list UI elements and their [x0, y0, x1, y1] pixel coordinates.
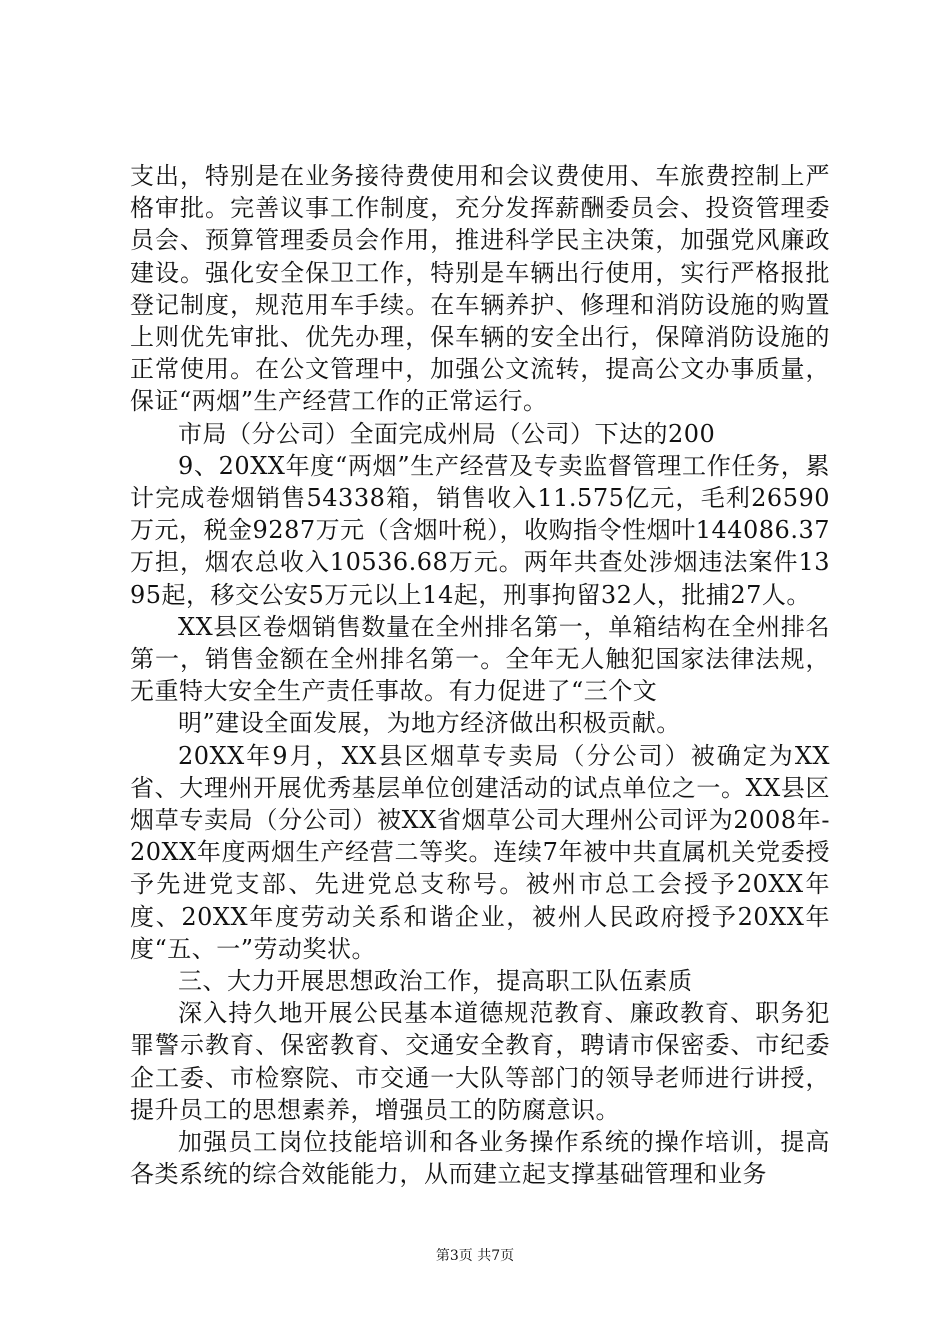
paragraph-8: 加强员工岗位技能培训和各业务操作系统的操作培训，提高各类系统的综合效能能力，从而建立起支撑基础管理和业务	[130, 1128, 830, 1189]
paragraph-3: 9、20XX年度“两烟”生产经营及专卖监督管理工作任务，累计完成卷烟销售54338箱，销售收入11.575亿元，毛利26590万元，税金9287万元（含烟叶税），收购指令性烟叶144086.37万担，烟农总收入10536.68万元。两年共查处涉烟违法案件1395起，移交公安5万元以上14起，刑事拘留32人，批捕27人。	[130, 451, 830, 609]
paragraph-2: 市局（分公司）全面完成州局（公司）下达的200	[178, 419, 716, 448]
page-number-footer: 第3页 共7页	[435, 1248, 515, 1264]
document-body	[130, 160, 830, 1191]
paragraph-7: 深入持久地开展公民基本道德规范教育、廉政教育、职务犯罪警示教育、保密教育、交通安全教育，聘请市保密委、市纪委企工委、市检察院、市交通一大队等部门的领导老师进行讲授，提升员工的思想素养，增强员工的防腐意识。	[130, 999, 830, 1124]
paragraph-6: 20XX年9月，XX县区烟草专卖局（分公司）被确定为XX省、大理州开展优秀基层单位创建活动的试点单位之一。XX县区烟草专卖局（分公司）被XX省烟草公司大理州公司评为2008年-20XX年度两烟生产经营二等奖。连续7年被中共直属机关党委授予先进党支部、先进党总支称号。被州市总工会授予20XX年度、20XX年度劳动关系和谐企业，被州人民政府授予20XX年度“五、一”劳动奖状。	[130, 741, 830, 963]
paragraph-5: 明”建设全面发展，为地方经济做出积极贡献。	[178, 709, 681, 738]
section-heading: 三、大力开展思想政治工作，提高职工队伍素质	[178, 967, 693, 996]
paragraph-4: XX县区卷烟销售数量在全州排名第一，单箱结构在全州排名第一，销售金额在全州排名第一。全年无人触犯国家法律法规，无重特大安全生产责任事故。有力促进了“三个文	[130, 612, 830, 706]
paragraph-1: 支出，特别是在业务接待费使用和会议费使用、车旅费控制上严格审批。完善议事工作制度，充分发挥薪酬委员会、投资管理委员会、预算管理委员会作用，推进科学民主决策，加强党风廉政建设。强化安全保卫工作，特别是车辆出行使用，实行严格报批登记制度，规范用车手续。在车辆养护、修理和消防设施的购置上则优先审批、优先办理，保车辆的安全出行，保障消防设施的正常使用。在公文管理中，加强公文流转，提高公文办事质量，保证“两烟”生产经营工作的正常运行。	[130, 162, 830, 416]
